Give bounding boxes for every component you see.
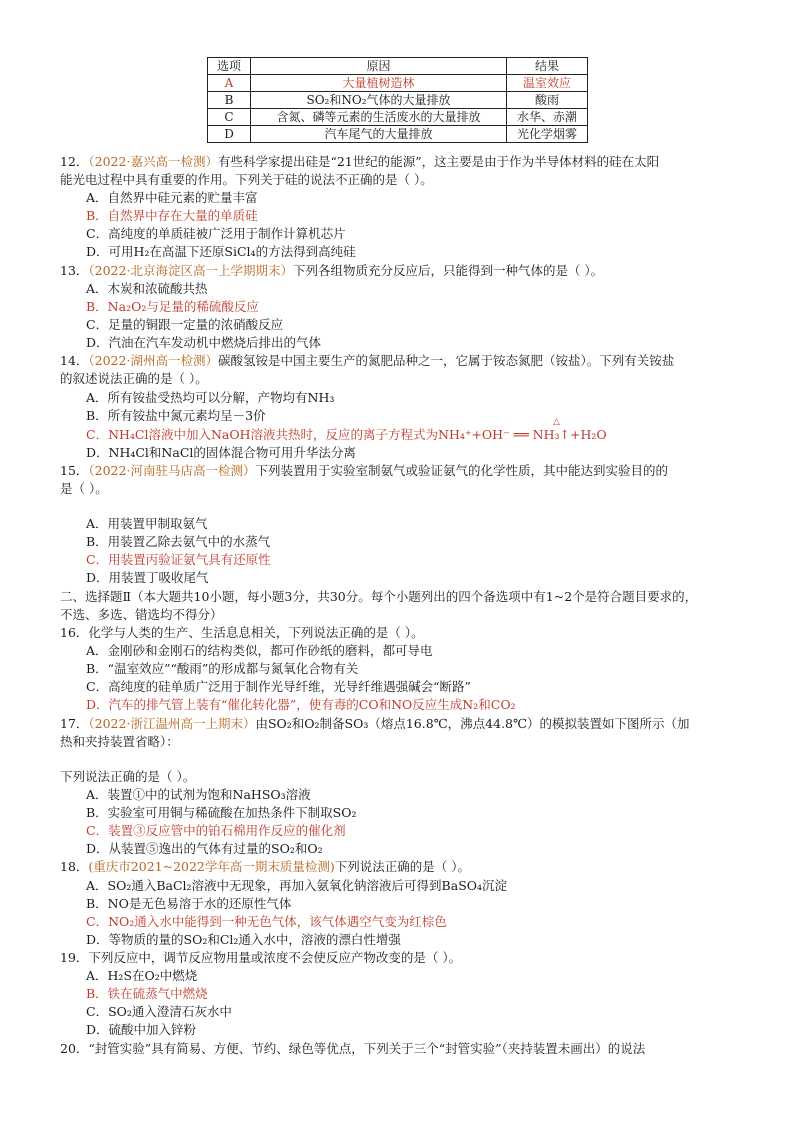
q13-option-c: C．足量的铜跟一定量的浓硝酸反应 xyxy=(86,317,284,332)
question-text: 化学与人类的生产、生活息息相关，下列说法正确的是（ ）。 xyxy=(88,625,424,640)
table-header-row xyxy=(208,58,588,75)
q13-option-b: B．Na₂O₂与足量的稀硫酸反应 xyxy=(86,299,259,314)
q16-option-a: A．金刚砂和金刚石的结构类似，都可作砂纸的磨料，都可导电 xyxy=(86,643,433,658)
question-number: 16． xyxy=(60,625,89,640)
q14-stem-continued: 的叙述说法正确的是（ ）。 xyxy=(60,371,208,386)
table-cell-cause: 汽车尾气的大量排放 xyxy=(251,126,507,143)
table-header-option: 选项 xyxy=(208,58,251,75)
q15-stem xyxy=(60,462,668,479)
q19-option-d: D．硫酸中加入锌粉 xyxy=(86,1022,197,1037)
question-text: 下列说法正确的是（ ）。 xyxy=(334,859,470,874)
q13-option-d: D．汽油在汽车发动机中燃烧后排出的气体 xyxy=(86,335,322,350)
question-text: 碳酸氢铵是中国主要生产的氮肥品种之一，它属于铵态氮肥（铵盐）。下列有关铵盐 xyxy=(217,353,675,368)
table-header-cause: 原因 xyxy=(251,58,507,75)
q17-prompt: 下列说法正确的是（ ）。 xyxy=(60,769,196,784)
q12-option-a: A．自然界中硅元素的贮量丰富 xyxy=(86,190,258,205)
q18-option-b: B．NO是无色易溶于水的还原性气体 xyxy=(86,896,292,911)
table-row xyxy=(208,109,588,126)
q16-option-b: B．“温室效应”“酸雨”的形成都与氮氧化合物有关 xyxy=(86,661,359,676)
question-text: 有些科学家提出硅是“21世纪的能源”，这主要是由于作为半导体材料的硅在太阳 xyxy=(217,154,660,169)
q20-stem xyxy=(60,1040,645,1057)
q18-option-d: D．等物质的量的SO₂和Cl₂通入水中，溶液的漂白性增强 xyxy=(86,932,401,947)
question-number: 18． xyxy=(60,859,89,874)
table-cell-option: B xyxy=(208,92,251,109)
q14-stem xyxy=(60,352,674,369)
table-cell-option: D xyxy=(208,126,251,143)
q12-option-b: B．自然界中存在大量的单质硅 xyxy=(86,208,258,223)
table-cell-result: 光化学烟雾 xyxy=(507,126,588,143)
q15-stem-continued: 是（ ）。 xyxy=(60,481,108,496)
table-row xyxy=(208,126,588,143)
q18-stem xyxy=(60,858,470,875)
q15-option-d: D．用装置丁吸收尾气 xyxy=(86,570,209,585)
q15-option-b: B．用装置乙除去氨气中的水蒸气 xyxy=(86,534,271,549)
q16-option-d: D．汽车的排气管上装有“催化转化器”，使有毒的CO和NO反应生成N₂和CO₂ xyxy=(86,697,516,712)
question-source: （2022·湖州高一检测） xyxy=(88,353,218,368)
question-source: （2022·浙江温州高一上期末） xyxy=(88,716,256,731)
q17-stem-continued: 热和夹持装置省略）： xyxy=(60,734,179,749)
q14-option-c: C．NH₄Cl溶液中加入NaOH溶液共热时，反应的离子方程式为NH₄⁺+OH⁻ ══ NH₃↑+H₂O xyxy=(86,427,607,442)
q13-option-a: A．木炭和浓硫酸共热 xyxy=(86,281,208,296)
question-source: （2022·河南驻马店高一检测） xyxy=(88,463,256,478)
q18-option-c: C．NO₂通入水中能得到一种无色气体，该气体遇空气变为红棕色 xyxy=(86,914,447,929)
question-number: 15． xyxy=(60,463,89,478)
q16-option-c: C．高纯度的硅单质广泛用于制作光导纤维，光导纤维遇强碱会“断路” xyxy=(86,679,471,694)
question-number: 14． xyxy=(60,353,89,368)
question-text: 下列各组物质充分反应后，只能得到一种气体的是（ ）。 xyxy=(292,263,604,278)
table-cell-cause: SO₂和NO₂气体的大量排放 xyxy=(251,92,507,109)
q17-option-b: B．实验室可用铜与稀硫酸在加热条件下制取SO₂ xyxy=(86,805,357,820)
q14-option-a: A．所有铵盐受热均可以分解，产物均有NH₃ xyxy=(86,390,335,405)
q12-option-d: D．可用H₂在高温下还原SiCl₄的方法得到高纯硅 xyxy=(86,244,356,259)
cause-result-table xyxy=(207,57,588,143)
table-cell-result: 水华、赤潮 xyxy=(507,109,588,126)
question-number: 17． xyxy=(60,716,89,731)
table-cell-option: C xyxy=(208,109,251,126)
table-cell-cause: 大量植树造林 xyxy=(251,75,507,92)
question-source: (重庆市2021~2022学年高一期末质量检测) xyxy=(88,859,335,874)
question-source: （2022·北京海淀区高一上学期期末） xyxy=(88,263,293,278)
section-heading-continued: 不选、多选、错选均不得分） xyxy=(60,607,223,622)
heat-delta-symbol: △ xyxy=(553,417,560,427)
table-row xyxy=(208,75,588,92)
question-text: “封管实验”具有简易、方便、节约、绿色等优点，下列关于三个“封管实验”（夹持装置未画出）的说法 xyxy=(88,1041,646,1056)
q12-option-c: C．高纯度的单质硅被广泛用于制作计算机芯片 xyxy=(86,226,346,241)
question-number: 13． xyxy=(60,263,89,278)
section-heading: 二、选择题Ⅱ（本大题共10小题，每小题3分，共30分。每个小题列出的四个备选项中有1~2个是符合题目要求的， xyxy=(60,589,698,604)
q15-option-a: A．用装置甲制取氨气 xyxy=(86,516,208,531)
question-number: 20． xyxy=(60,1041,89,1056)
table-row xyxy=(208,92,588,109)
question-source: （2022·嘉兴高一检测） xyxy=(88,154,218,169)
q17-option-c: C．装置③反应管中的铂石棉用作反应的催化剂 xyxy=(86,823,346,838)
q19-option-c: C．SO₂通入澄清石灰水中 xyxy=(86,1004,232,1019)
q17-option-d: D．从装置⑤逸出的气体有过量的SO₂和O₂ xyxy=(86,841,323,856)
table-cell-option: A xyxy=(208,75,251,92)
q14-option-d: D．NH₄Cl和NaCl的固体混合物可用升华法分离 xyxy=(86,445,356,460)
q12-stem-continued: 能光电过程中具有重要的作用。下列关于硅的说法不正确的是（ ）。 xyxy=(60,172,433,187)
q12-stem xyxy=(60,153,659,170)
q18-option-a: A．SO₂通入BaCl₂溶液中无现象，再加入氨氧化钠溶液后可得到BaSO₄沉淀 xyxy=(86,878,508,893)
table-cell-result: 酸雨 xyxy=(507,92,588,109)
q13-stem xyxy=(60,262,603,279)
question-number: 12． xyxy=(60,154,89,169)
q19-stem xyxy=(60,949,461,966)
question-text: 由SO₂和O₂制备SO₃（熔点16.8℃，沸点44.8℃）的模拟装置如下图所示（加 xyxy=(255,716,690,731)
question-text: 下列反应中，调节反应物用量或浓度不会使反应产物改变的是（ ）。 xyxy=(88,950,462,965)
q15-option-c: C．用装置丙验证氨气具有还原性 xyxy=(86,552,271,567)
q17-stem xyxy=(60,715,690,732)
table-header-result: 结果 xyxy=(507,58,588,75)
q16-stem xyxy=(60,624,424,641)
q14-option-b: B．所有铵盐中氮元素均呈－3价 xyxy=(86,408,266,423)
table-cell-cause: 含氮、磷等元素的生活废水的大量排放 xyxy=(251,109,507,126)
q19-option-b: B．铁在硫蒸气中燃烧 xyxy=(86,986,208,1001)
question-text: 下列装置用于实验室制氨气或验证氨气的化学性质，其中能达到实验目的的 xyxy=(255,463,668,478)
table-cell-result: 温室效应 xyxy=(507,75,588,92)
q19-option-a: A．H₂S在O₂中燃烧 xyxy=(86,968,198,983)
q17-option-a: A．装置①中的试剂为饱和NaHSO₃溶液 xyxy=(86,787,311,802)
question-number: 19． xyxy=(60,950,89,965)
